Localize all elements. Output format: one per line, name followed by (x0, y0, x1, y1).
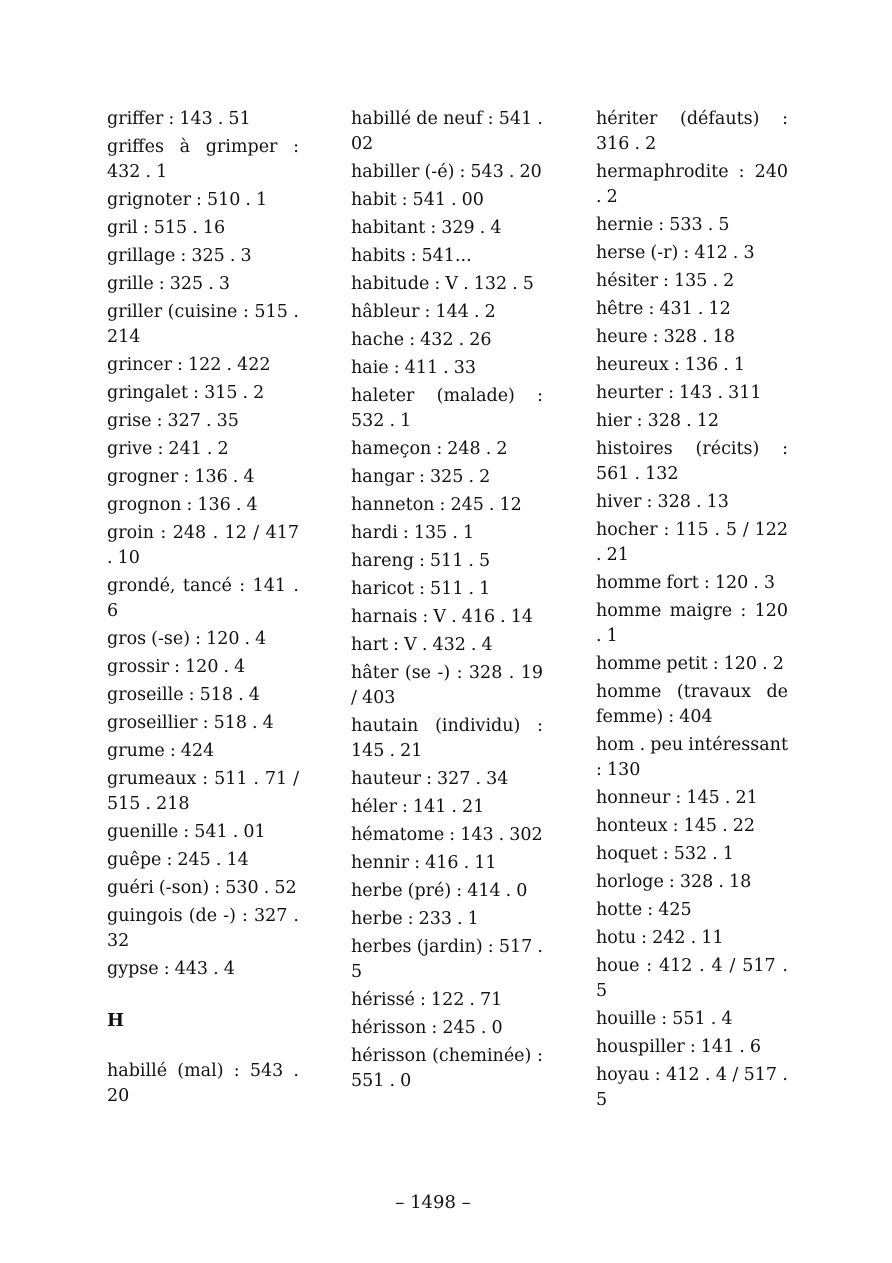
index-entry: hériter (défauts) : 316 . 2 (596, 109, 788, 154)
index-entry: haleter (malade) : 532 . 1 (351, 386, 543, 431)
index-entry: gringalet : 315 . 2 (107, 383, 265, 403)
section-heading: H (107, 1010, 125, 1031)
index-entry: honneur : 145 . 21 (596, 788, 758, 808)
index-entry: griffer : 143 . 51 (107, 109, 251, 129)
index-entry: habits : 541... (351, 246, 472, 266)
index-entry: harnais : V . 416 . 14 (351, 607, 534, 627)
index-entry: griffes à grimper : 432 . 1 (107, 137, 299, 182)
index-entry: herbes (jardin) : 517 . 5 (351, 937, 543, 982)
index-column-2 (351, 107, 543, 1097)
index-entry: hanneton : 245 . 12 (351, 495, 522, 515)
index-entry: houe : 412 . 4 / 517 . 5 (596, 956, 788, 1001)
index-entry: hauteur : 327 . 34 (351, 769, 509, 789)
index-entry: hernie : 533 . 5 (596, 215, 730, 235)
index-entry: homme petit : 120 . 2 (596, 654, 784, 674)
index-entry: groseille : 518 . 4 (107, 685, 260, 705)
index-entry: haricot : 511 . 1 (351, 579, 491, 599)
index-entry: habillé de neuf : 541 . 02 (351, 109, 543, 154)
index-entry: hiver : 328 . 13 (596, 492, 729, 512)
index-entry: homme (travaux de femme) : 404 (596, 682, 788, 727)
index-entry: habit : 541 . 00 (351, 190, 484, 210)
index-entry: grossir : 120 . 4 (107, 657, 246, 677)
index-entry: groseillier : 518 . 4 (107, 713, 274, 733)
index-entry: hier : 328 . 12 (596, 411, 719, 431)
index-entry: gypse : 443 . 4 (107, 959, 235, 979)
index-entry: heurter : 143 . 311 (596, 383, 762, 403)
index-entry: hareng : 511 . 5 (351, 551, 491, 571)
index-entry: hérisson : 245 . 0 (351, 1018, 503, 1038)
index-entry: hennir : 416 . 11 (351, 853, 497, 873)
index-entry: grise : 327 . 35 (107, 411, 239, 431)
index-entry: hésiter : 135 . 2 (596, 271, 735, 291)
index-entry: grincer : 122 . 422 (107, 355, 271, 375)
index-entry: grume : 424 (107, 741, 215, 761)
index-entry: guenille : 541 . 01 (107, 822, 266, 842)
index-entry: horloge : 328 . 18 (596, 872, 752, 892)
index-entry: histoires (récits) : 561 . 132 (596, 439, 788, 484)
index-entry: grumeaux : 511 . 71 / 515 . 218 (107, 769, 299, 814)
index-entry: hâbleur : 144 . 2 (351, 302, 496, 322)
index-entry: hom . peu intéressant : 130 (596, 735, 788, 780)
index-entry: herbe (pré) : 414 . 0 (351, 881, 528, 901)
index-entry: grillage : 325 . 3 (107, 246, 252, 266)
index-entry: homme fort : 120 . 3 (596, 573, 776, 593)
index-column-1 (107, 107, 299, 1112)
index-entry: heureux : 136 . 1 (596, 355, 746, 375)
index-entry: houille : 551 . 4 (596, 1009, 733, 1029)
index-entry: hâter (se -) : 328 . 19 / 403 (351, 663, 543, 708)
page-number: – 1498 – (395, 1192, 471, 1213)
index-entry: hoquet : 532 . 1 (596, 844, 734, 864)
index-entry: grondé, tancé : 141 . 6 (107, 576, 299, 621)
index-entry: gril : 515 . 16 (107, 218, 226, 238)
index-entry: hêtre : 431 . 12 (596, 299, 731, 319)
index-entry: heure : 328 . 18 (596, 327, 735, 347)
index-entry: gros (-se) : 120 . 4 (107, 629, 267, 649)
index-entry: hocher : 115 . 5 / 122 . 21 (596, 520, 788, 565)
index-entry: herse (-r) : 412 . 3 (596, 243, 755, 263)
index-entry: hématome : 143 . 302 (351, 825, 543, 845)
index-entry: héler : 141 . 21 (351, 797, 485, 817)
index-entry: grignoter : 510 . 1 (107, 190, 268, 210)
index-entry: habillé (mal) : 543 . 20 (107, 1061, 299, 1106)
index-entry: houspiller : 141 . 6 (596, 1037, 762, 1057)
index-entry: habiller (-é) : 543 . 20 (351, 162, 542, 182)
index-entry: hérissé : 122 . 71 (351, 990, 503, 1010)
index-entry: hérisson (cheminée) : 551 . 0 (351, 1046, 543, 1091)
index-entry: grive : 241 . 2 (107, 439, 229, 459)
index-entry: habitant : 329 . 4 (351, 218, 502, 238)
index-entry: hautain (individu) : 145 . 21 (351, 716, 543, 761)
index-entry: haie : 411 . 33 (351, 358, 477, 378)
index-entry: hotu : 242 . 11 (596, 928, 724, 948)
index-entry: hangar : 325 . 2 (351, 467, 491, 487)
index-entry: grille : 325 . 3 (107, 274, 230, 294)
index-entry: homme maigre : 120 . 1 (596, 601, 788, 646)
index-entry: hameçon : 248 . 2 (351, 439, 508, 459)
index-entry: hache : 432 . 26 (351, 330, 492, 350)
index-entry: hermaphrodite : 240 . 2 (596, 162, 788, 207)
index-entry: grogner : 136 . 4 (107, 467, 255, 487)
index-entry: hoyau : 412 . 4 / 517 . 5 (596, 1065, 788, 1110)
index-entry: groin : 248 . 12 / 417 . 10 (107, 523, 299, 568)
index-entry: guêpe : 245 . 14 (107, 850, 249, 870)
index-entry: habitude : V . 132 . 5 (351, 274, 534, 294)
index-entry: grognon : 136 . 4 (107, 495, 258, 515)
index-entry: guéri (-son) : 530 . 52 (107, 878, 297, 898)
index-entry: honteux : 145 . 22 (596, 816, 755, 836)
index-entry: herbe : 233 . 1 (351, 909, 479, 929)
index-entry: griller (cuisine : 515 . 214 (107, 302, 299, 347)
index-entry: guingois (de -) : 327 . 32 (107, 906, 299, 951)
index-entry: hotte : 425 (596, 900, 692, 920)
index-column-3 (596, 107, 788, 1116)
index-entry: hart : V . 432 . 4 (351, 635, 493, 655)
index-entry: hardi : 135 . 1 (351, 523, 475, 543)
